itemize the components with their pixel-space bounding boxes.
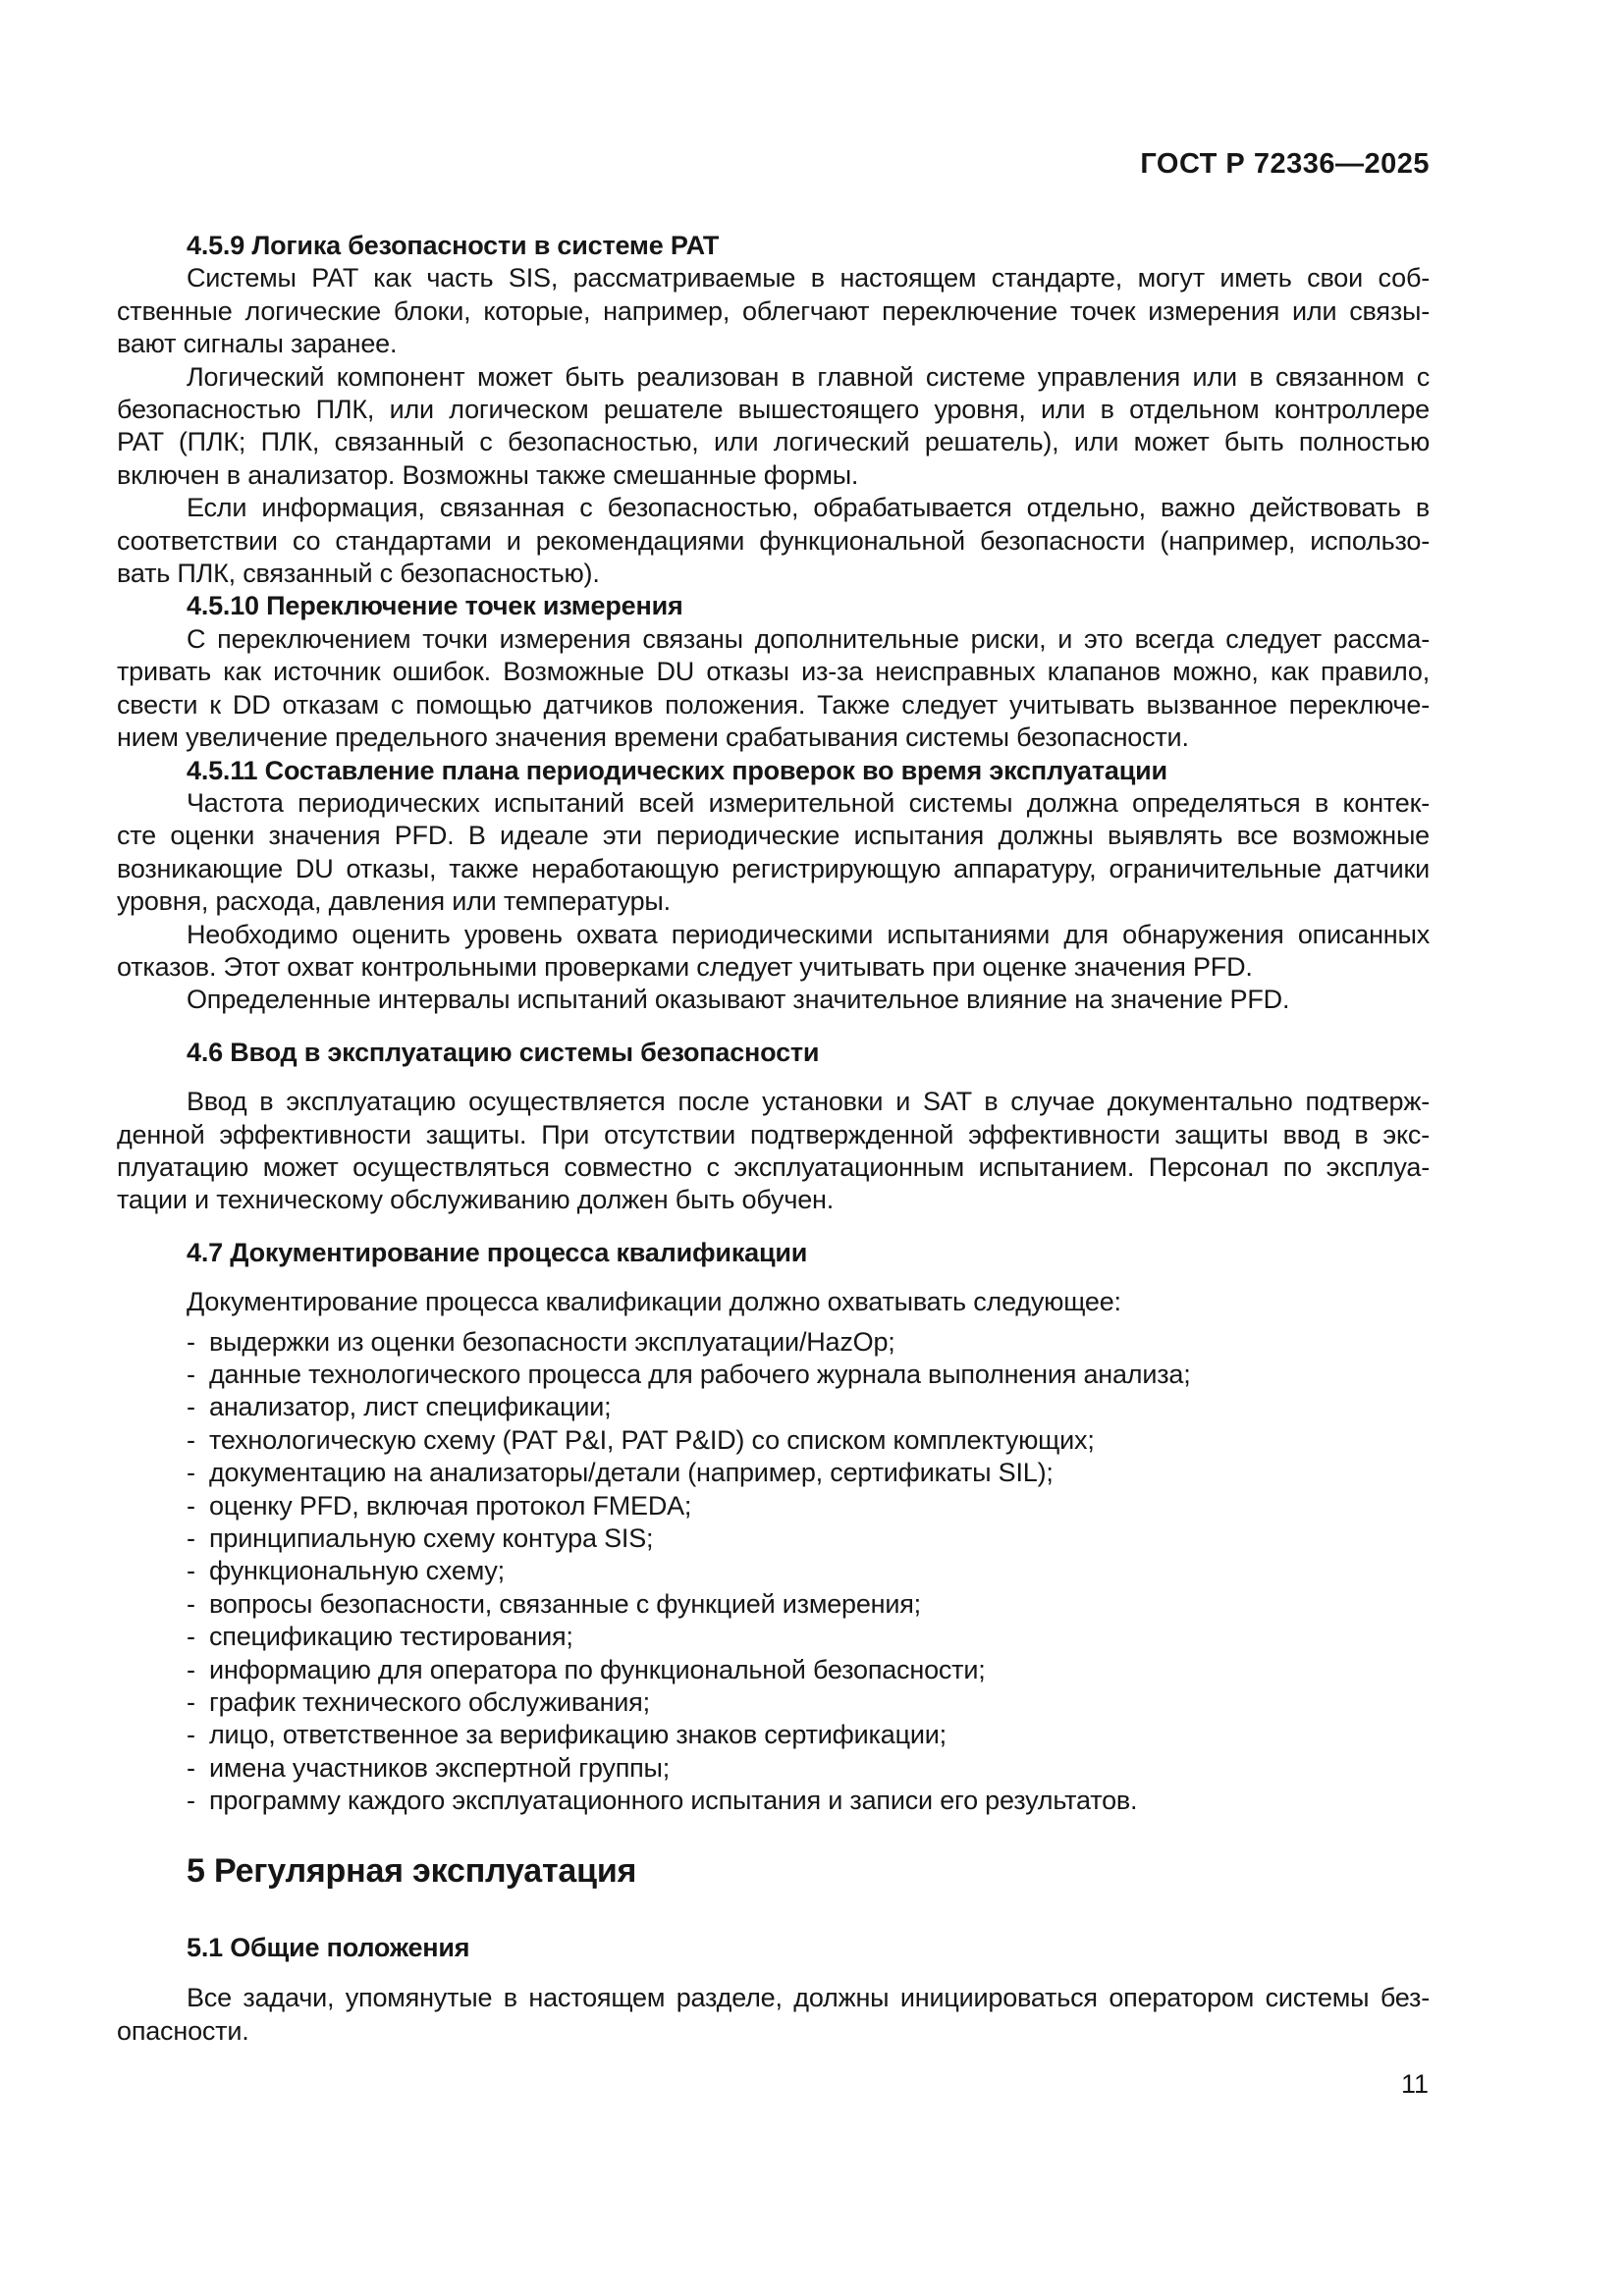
section-heading: 4.7 Документирование процесса квалификации (187, 1237, 808, 1267)
list-item (117, 1555, 1430, 1587)
list-item-text: функциональную схему; (209, 1556, 505, 1586)
paragraph-line: Частота периодических испытаний всей измерительной системы должна определяться в контек- (187, 787, 1430, 818)
list-item (117, 1522, 1430, 1555)
paragraph-line: вают сигналы заранее. (117, 329, 398, 359)
paragraph (117, 1286, 1430, 1318)
list-dash: - (187, 1752, 195, 1783)
subclause-heading: 4.5.11 Составление плана периодических проверок во время эксплуатации (187, 755, 1167, 785)
paragraph (117, 623, 1430, 755)
list-item (117, 1752, 1430, 1785)
list-item (117, 1424, 1430, 1457)
list-dash: - (187, 1458, 195, 1488)
list-item (117, 1490, 1430, 1522)
list-dash: - (187, 1556, 195, 1586)
chapter-heading: 5 Регулярная эксплуатация (187, 1851, 637, 1890)
document-body (117, 230, 1430, 2048)
paragraph-line: плуатацию может осуществляться совместно с эксплуатационным испытанием. Персонал по эксплуа- (117, 1151, 1430, 1182)
list-item (117, 1686, 1430, 1719)
paragraph-line: Ввод в эксплуатацию осуществляется после установки и SAT в случае документально подтверж- (187, 1087, 1430, 1117)
list-dash: - (187, 1326, 195, 1357)
paragraph-line: ственные логические блоки, которые, например, облегчают переключение точек измерения или связы- (117, 295, 1430, 326)
list-item (117, 1654, 1430, 1686)
paragraph-line: возникающие DU отказы, также неработающую регистрирующую аппаратуру, ограничительные датчики (117, 853, 1430, 883)
list-item-text: лицо, ответственное за верификацию знаков сертификации; (209, 1720, 947, 1750)
list-dash: - (187, 1720, 195, 1750)
list-item (117, 1785, 1430, 1817)
paragraph-line: Системы PAT как часть SIS, рассматриваемые в настоящем стандарте, могут иметь свои соб- (187, 263, 1430, 294)
paragraph-line: отказов. Этот охват контрольными проверками следует учитывать при оценке значения PFD. (117, 951, 1253, 982)
paragraph-line: тации и техническому обслуживанию должен быть обучен. (117, 1185, 835, 1215)
list-item-text: принципиальную схему контура SIS; (209, 1523, 654, 1554)
list-dash: - (187, 1424, 195, 1455)
list-item-text: оценку PFD, включая протокол FMEDA; (209, 1490, 692, 1521)
list-dash: - (187, 1786, 195, 1816)
paragraph-line: денной эффективности защиты. При отсутствии подтвержденной эффективности защиты ввод в экс- (117, 1119, 1430, 1149)
list-item-text: программу каждого эксплуатационного испытания и записи его результатов. (209, 1786, 1138, 1816)
list-dash: - (187, 1588, 195, 1619)
paragraph-line: безопасностью ПЛК, или логическом решателе вышестоящего уровня, или в отдельном контроллере (117, 395, 1430, 425)
list-item (117, 1326, 1430, 1359)
list-item-text: график технического обслуживания; (209, 1687, 650, 1718)
paragraph-line: Если информация, связанная с безопасностью, обрабатывается отдельно, важно действовать в (187, 493, 1430, 523)
list-item-text: анализатор, лист спецификации; (209, 1392, 612, 1422)
paragraph (117, 919, 1430, 985)
paragraph (117, 1086, 1430, 1217)
paragraph (117, 1982, 1430, 2048)
paragraph-line: Все задачи, упомянутые в настоящем разделе, должны инициироваться оператором системы без- (187, 1983, 1430, 2013)
list-item (117, 1359, 1430, 1391)
list-item-text: имена участников экспертной группы; (209, 1752, 671, 1783)
paragraph-line: вать ПЛК, связанный с безопасностью). (117, 559, 600, 589)
list-item-text: технологическую схему (PAT P&I, PAT P&ID) со списком комплектующих; (209, 1424, 1095, 1455)
list-dash: - (187, 1654, 195, 1684)
page-number: 11 (1400, 2069, 1429, 2099)
paragraph-line: Документирование процесса квалификации должно охватывать следующее: (187, 1287, 1121, 1317)
paragraph-line: опасности. (117, 2015, 249, 2046)
subclause-heading: 4.5.10 Переключение точек измерения (187, 591, 683, 621)
paragraph-line: нием увеличение предельного значения времени срабатывания системы безопасности. (117, 722, 1189, 753)
list-item (117, 1391, 1430, 1423)
subsection-heading: 5.1 Общие положения (187, 1932, 470, 1962)
paragraph (117, 984, 1430, 1016)
paragraph-line: уровня, расхода, давления или температуры. (117, 886, 671, 917)
list-dash: - (187, 1360, 195, 1389)
list-dash: - (187, 1687, 195, 1718)
standard-number-header: ГОСТ Р 72336—2025 (1140, 148, 1430, 180)
list-dash: - (187, 1523, 195, 1554)
list-item (117, 1457, 1430, 1489)
list-item-text: данные технологического процесса для рабочего журнала выполнения анализа; (209, 1360, 1191, 1389)
paragraph-line: свести к DD отказам с помощью датчиков положения. Также следует учитывать вызванное переключе- (117, 689, 1430, 720)
list-item-text: информацию для оператора по функциональной безопасности; (209, 1654, 986, 1684)
list-item-text: документацию на анализаторы/детали (например, сертификаты SIL); (209, 1458, 1054, 1488)
list-dash: - (187, 1622, 195, 1652)
list-dash: - (187, 1392, 195, 1422)
paragraph-line: соответствии со стандартами и рекомендациями функциональной безопасности (например, использо- (117, 525, 1430, 556)
list-item (117, 1719, 1430, 1751)
bullet-list (117, 1326, 1430, 1818)
paragraph (117, 787, 1430, 919)
list-item-text: вопросы безопасности, связанные с функцией измерения; (209, 1588, 921, 1619)
paragraph-line: Определенные интервалы испытаний оказывают значительное влияние на значение PFD. (187, 985, 1290, 1015)
list-item-text: спецификацию тестирования; (209, 1622, 573, 1652)
paragraph (117, 262, 1430, 360)
paragraph-line: С переключением точки измерения связаны дополнительные риски, и это всегда следует рассма- (187, 623, 1430, 654)
list-item (117, 1621, 1430, 1653)
list-item-text: выдержки из оценки безопасности эксплуатации/HazOp; (209, 1326, 895, 1357)
paragraph-line: сте оценки значения PFD. В идеале эти периодические испытания должны выявлять все возможные (117, 821, 1430, 851)
paragraph (117, 492, 1430, 590)
paragraph-line: PAT (ПЛК; ПЛК, связанный с безопасностью, или логический решатель), или может быть полностью (117, 427, 1430, 457)
list-dash: - (187, 1490, 195, 1521)
paragraph (117, 361, 1430, 493)
paragraph-line: тривать как источник ошибок. Возможные DU отказы из-за неисправных клапанов можно, как правило, (117, 657, 1430, 687)
paragraph-line: Логический компонент может быть реализован в главной системе управления или в связанном с (187, 361, 1430, 392)
section-heading: 4.6 Ввод в эксплуатацию системы безопасности (187, 1037, 820, 1067)
paragraph-line: Необходимо оценить уровень охвата периодическими испытаниями для обнаружения описанных (187, 919, 1430, 949)
list-item (117, 1588, 1430, 1621)
paragraph-line: включен в анализатор. Возможны также смешанные формы. (117, 459, 859, 490)
subclause-heading: 4.5.9 Логика безопасности в системе PAT (187, 231, 720, 260)
